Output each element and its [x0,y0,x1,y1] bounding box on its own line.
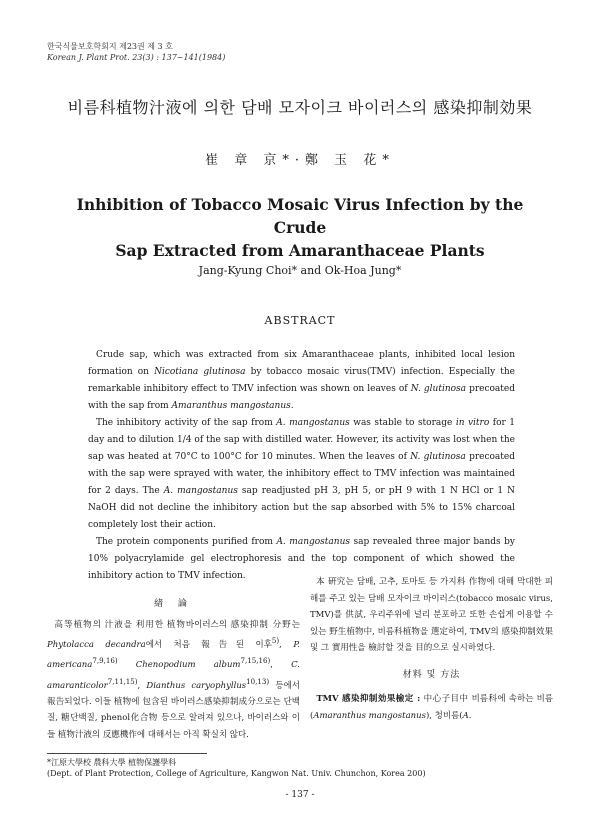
footnote-divider [47,753,207,754]
introduction-column [47,596,300,743]
title-english-line2: Sap Extracted from Amaranthaceae Plants [115,241,485,260]
journal-citation [47,41,225,63]
right-column [310,574,553,724]
objective-paragraph: 本 硏究는 담배, 고추, 토마토 등 가지科 作物에 대해 막대한 피해를 주고 있는 담배 모자이크 바이러스(tobacco mosaic virus, TMV)를 供試, 우리주위에 널리 분포하고 또한 손쉽게 이용할 수 있는 野生植物中, 비름科植物을 選定하여, TMV의 感染抑制效果및 그 實用性을 檢討할 것을 目的으로 실시하였다. [310,577,553,653]
abstract-paragraph-1: Crude sap, which was extracted from six Amaranthaceae plants, inhibited local lesion formation on Nicotiana glutinosa by tobacco mosaic virus(TMV) infection. Especially the remarkable inhibitory effect to TMV infection was shown on leaves of N. glutinosa precoated with the sap from Amaranthus mangostanus. [88,350,515,411]
title-english-line1: Inhibition of Tobacco Mosaic Virus Infection by the Crude [76,195,524,237]
authors-english: Jang-Kyung Choi* and Ok-Hoa Jung* [198,264,402,277]
introduction-heading: 緖 論 [154,599,193,609]
page-number: - 137 - [285,790,315,800]
footnote-affiliation-english: (Dept. of Plant Protection, College of Agriculture, Kangwon Nat. Univ. Chunchon, Korea 200) [47,769,426,778]
title-korean: 비름科植物汁液에 의한 담배 모자이크 바이러스의 感染抑制効果 [67,98,533,117]
abstract-heading: ABSTRACT [264,314,336,327]
methods-paragraph: TMV 感染抑制効果檢定 : 中心子目中 비름科에 속하는 비름(Amaranthus mangostanus), 청비름(A. [310,694,553,721]
abstract-paragraph-2: The inhibitory activity of the sap from A. mangostanus was stable to storage in vitro for 1 day and to dilution 1/4 of the sap with distilled water. However, its activity was lost when the sap was heated at 70°C to 100°C for 10 minutes. When the leaves of N. glutinosa precoated with the sap were sprayed with water, the inhibitory effect to TMV infection was maintained for 2 days. The A. mangostanus sap readjusted pH 3, pH 5, or pH 9 with 1 N HCl or 1 N NaOH did not decline the inhibitory action but the sap absorbed with 5% to 15% charcoal completely lost their action. [88,418,516,530]
materials-methods-heading: 材料 및 方法 [402,669,461,680]
footnote [47,757,426,779]
footnote-affiliation-korean: *江原大學校 農科大學 植物保護學科 [47,758,177,767]
journal-name-english: Korean J. Plant Prot. 23(3) : 137~141(1984) [47,53,226,62]
abstract-paragraph-3: The protein components purified from A. mangostanus sap revealed three major bands by 10% polyacrylamide gel electrophoresis and the top component of which showed the inhibitory action to TMV infection. [88,537,515,581]
journal-name-korean: 한국식물보호학회지 제23권 제 3 호 [47,42,173,51]
authors-korean: 崔 章 京*·鄭 玉 花* [205,153,395,168]
introduction-paragraph: 高等植物의 汁液을 利用한 植物바이러스의 感染抑制 分野는 Phytolacca decandra에서 처음 報告된 이후$^{5)}$, P. americana$^{7,9,16)}$ Chenopodium album$^{7,15,16)}$, C. amaranticolor$^{7,11,15)}$, Dianthus caryophyllus$^{10,13)}$ 등에서 報告되었다. 이들 植物에 包含된 바이러스感染抑制成分으로는 단백질, 糖단백질, phenol化合物 등으로 알려져 있으나, 바이러스와 이들 植物汁液의 反應機作에 대해서는 아직 확실치 않다. [47,619,301,740]
abstract-body [88,347,515,585]
title-english [60,193,540,262]
